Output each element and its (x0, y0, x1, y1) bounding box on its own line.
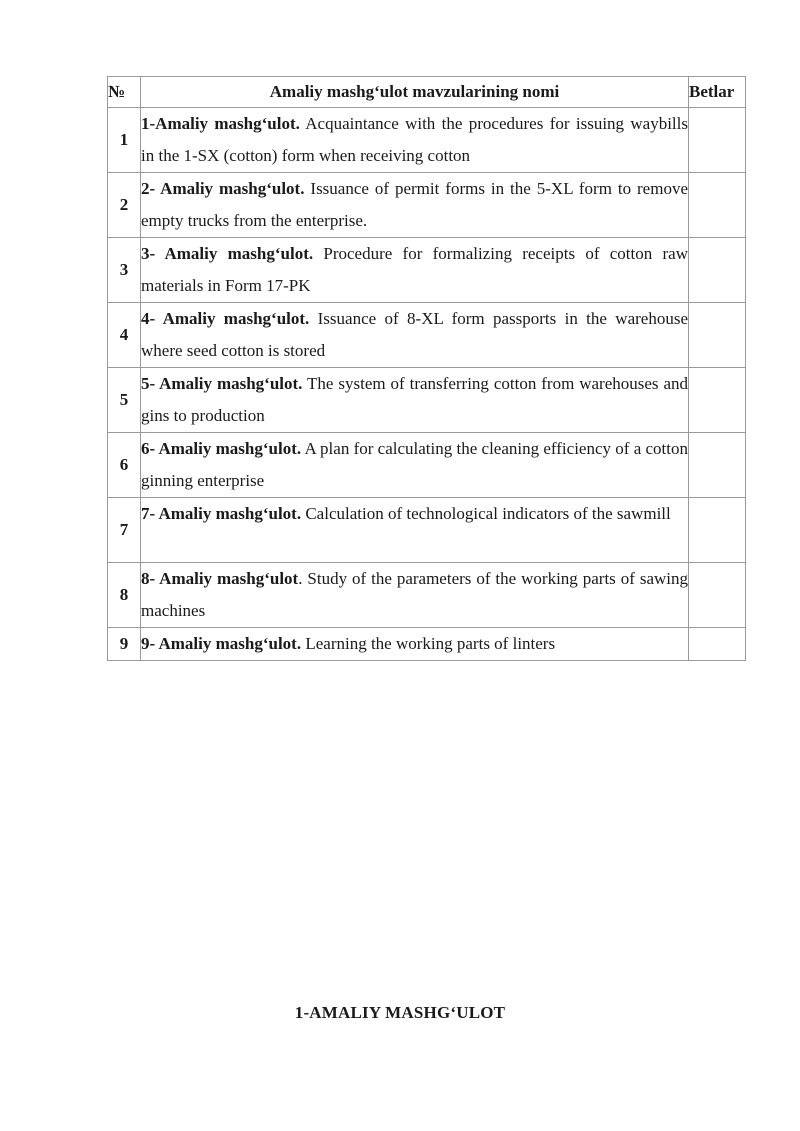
row-topic (141, 238, 689, 303)
row-topic-text: Issuance of permit forms in the 5-XL form to remove empty trucks from the enterprise. (141, 179, 688, 230)
row-topic-label: 7- Amaliy mashg‘ulot. (141, 504, 302, 523)
table-row (108, 303, 746, 368)
row-number: 9 (108, 628, 141, 661)
row-topic-text: Acquaintance with the procedures for issuing waybills in the 1-SX (cotton) form when receiving cotton (141, 114, 688, 165)
row-topic-label: 3- Amaliy mashg‘ulot. (141, 244, 314, 263)
row-topic-label: 2- Amaliy mashg‘ulot. (141, 179, 305, 198)
header-number: № (108, 77, 141, 108)
row-number: 7 (108, 498, 141, 563)
row-number: 6 (108, 433, 141, 498)
row-topic (141, 303, 689, 368)
row-topic-label: 6- Amaliy mashg‘ulot. (141, 439, 302, 458)
row-topic-label: 5- Amaliy mashg‘ulot. (141, 374, 303, 393)
row-pages (689, 173, 746, 238)
row-pages (689, 563, 746, 628)
row-topic (141, 368, 689, 433)
row-number: 2 (108, 173, 141, 238)
table-row (108, 173, 746, 238)
row-pages (689, 108, 746, 173)
row-topic-text: Issuance of 8-XL form passports in the warehouse where seed cotton is stored (141, 309, 688, 360)
row-topic (141, 628, 689, 661)
table-row (108, 238, 746, 303)
table-row (108, 368, 746, 433)
row-topic (141, 498, 689, 563)
table-header-row (108, 77, 746, 108)
table-row (108, 108, 746, 173)
header-topic-title: Amaliy mashg‘ulot mavzularining nomi (141, 77, 689, 108)
row-topic-text: The system of transferring cotton from warehouses and gins to production (141, 374, 688, 425)
row-pages (689, 238, 746, 303)
header-pages: Betlar (689, 77, 746, 108)
row-topic-label: 1-Amaliy mashg‘ulot. (141, 114, 300, 133)
row-topic-label: 8- Amaliy mashg‘ulot (141, 569, 299, 588)
row-number: 1 (108, 108, 141, 173)
row-topic-label: 4- Amaliy mashg‘ulot. (141, 309, 310, 328)
row-pages (689, 628, 746, 661)
practical-lessons-table (107, 76, 746, 661)
row-topic-text: . Study of the parameters of the working parts of sawing machines (141, 569, 688, 620)
table-row (108, 628, 746, 661)
row-number: 5 (108, 368, 141, 433)
row-number: 8 (108, 563, 141, 628)
row-topic-text: Learning the working parts of linters (301, 634, 556, 653)
row-pages (689, 303, 746, 368)
section-heading: 1-AMALIY MASHG‘ULOT (294, 1003, 506, 1022)
table-row (108, 563, 746, 628)
table-row (108, 433, 746, 498)
row-topic (141, 563, 689, 628)
row-topic (141, 108, 689, 173)
row-topic-text: A plan for calculating the cleaning efficiency of a cotton ginning enterprise (141, 439, 689, 490)
table-row (108, 498, 746, 563)
row-topic-text: Calculation of technological indicators of the sawmill (301, 504, 671, 523)
row-pages (689, 433, 746, 498)
row-topic-text: Procedure for formalizing receipts of cotton raw materials in Form 17-PK (141, 244, 688, 295)
row-number: 4 (108, 303, 141, 368)
row-topic (141, 433, 689, 498)
row-pages (689, 368, 746, 433)
row-pages (689, 498, 746, 563)
row-topic (141, 173, 689, 238)
row-topic-label: 9- Amaliy mashg‘ulot. (141, 634, 302, 653)
row-number: 3 (108, 238, 141, 303)
